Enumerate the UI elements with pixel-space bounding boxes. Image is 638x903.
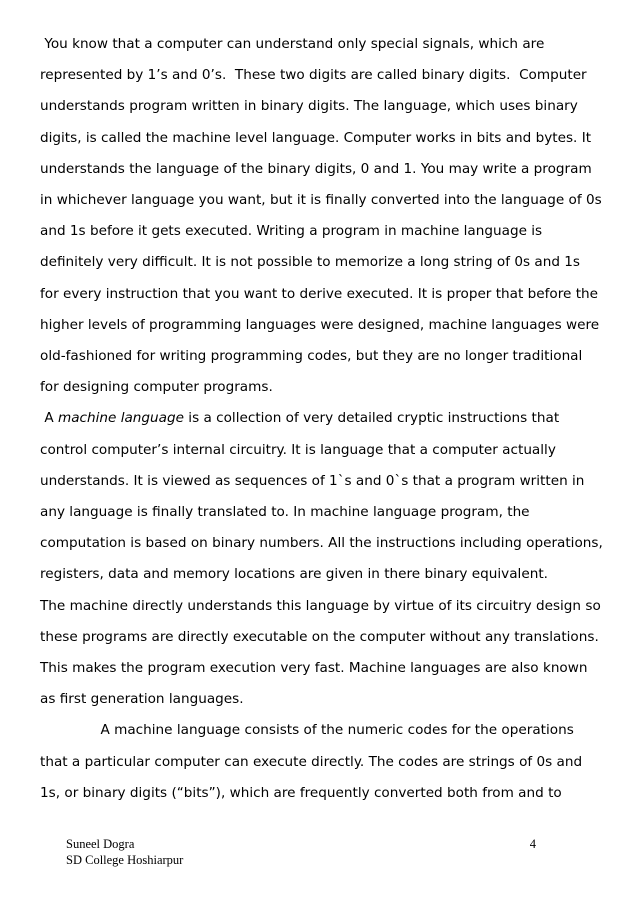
text-line: This makes the program execution very fast. Machine languages are also known <box>40 660 588 677</box>
text-fragment: A <box>40 410 58 427</box>
text-line: that a particular computer can execute directly. The codes are strings of 0s and <box>40 753 583 770</box>
text-line: and 1s before it gets executed. Writing a program in machine language is <box>40 223 543 240</box>
footer-institution: SD College Hoshiarpur <box>66 853 184 867</box>
text-line: any language is finally translated to. In machine language program, the <box>40 504 530 521</box>
text-line: 1s, or binary digits (“bits”), which are frequently converted both from and to <box>40 784 562 801</box>
text-line: digits, is called the machine level language. Computer works in bits and bytes. It <box>40 129 592 146</box>
footer-credit <box>66 836 536 868</box>
text-line: registers, data and memory locations are given in there binary equivalent. <box>40 566 548 583</box>
text-fragment: is a collection of very detailed cryptic instructions that <box>183 410 560 427</box>
emphasized-term: machine language <box>57 410 184 427</box>
footer-author: Suneel Dogra <box>66 837 135 851</box>
text-line: in whichever language you want, but it is finally converted into the language of 0s <box>40 192 602 209</box>
text-line: understands program written in binary digits. The language, which uses binary <box>40 98 578 115</box>
text-line: understands the language of the binary digits, 0 and 1. You may write a program <box>40 160 592 177</box>
text-line: these programs are directly executable on the computer without any translations. <box>40 628 599 645</box>
text-line: A machine language consists of the numeric codes for the operations <box>40 722 574 739</box>
text-line: for every instruction that you want to derive executed. It is proper that before the <box>40 285 599 302</box>
text-line: understands. It is viewed as sequences of 1`s and 0`s that a program written in <box>40 472 585 489</box>
text-line: old-fashioned for writing programming codes, but they are no longer traditional <box>40 348 583 365</box>
page-number: 4 <box>529 837 536 851</box>
text-line: as first generation languages. <box>40 691 244 708</box>
text-line <box>40 403 600 434</box>
text-line: control computer’s internal circuitry. It is language that a computer actually <box>40 441 556 458</box>
text-line: The machine directly understands this language by virtue of its circuitry design so <box>40 597 601 614</box>
text-line: represented by 1’s and 0’s. These two digits are called binary digits. Computer <box>40 67 587 84</box>
page-footer <box>66 836 536 868</box>
text-line: definitely very difficult. It is not possible to memorize a long string of 0s and 1s <box>40 254 581 271</box>
text-line: You know that a computer can understand only special signals, which are <box>40 36 545 52</box>
text-line: higher levels of programming languages were designed, machine languages were <box>40 316 600 333</box>
text-line: for designing computer programs. <box>40 379 273 396</box>
body-text <box>40 29 603 809</box>
text-line: computation is based on binary numbers. All the instructions including operations, <box>40 535 603 552</box>
